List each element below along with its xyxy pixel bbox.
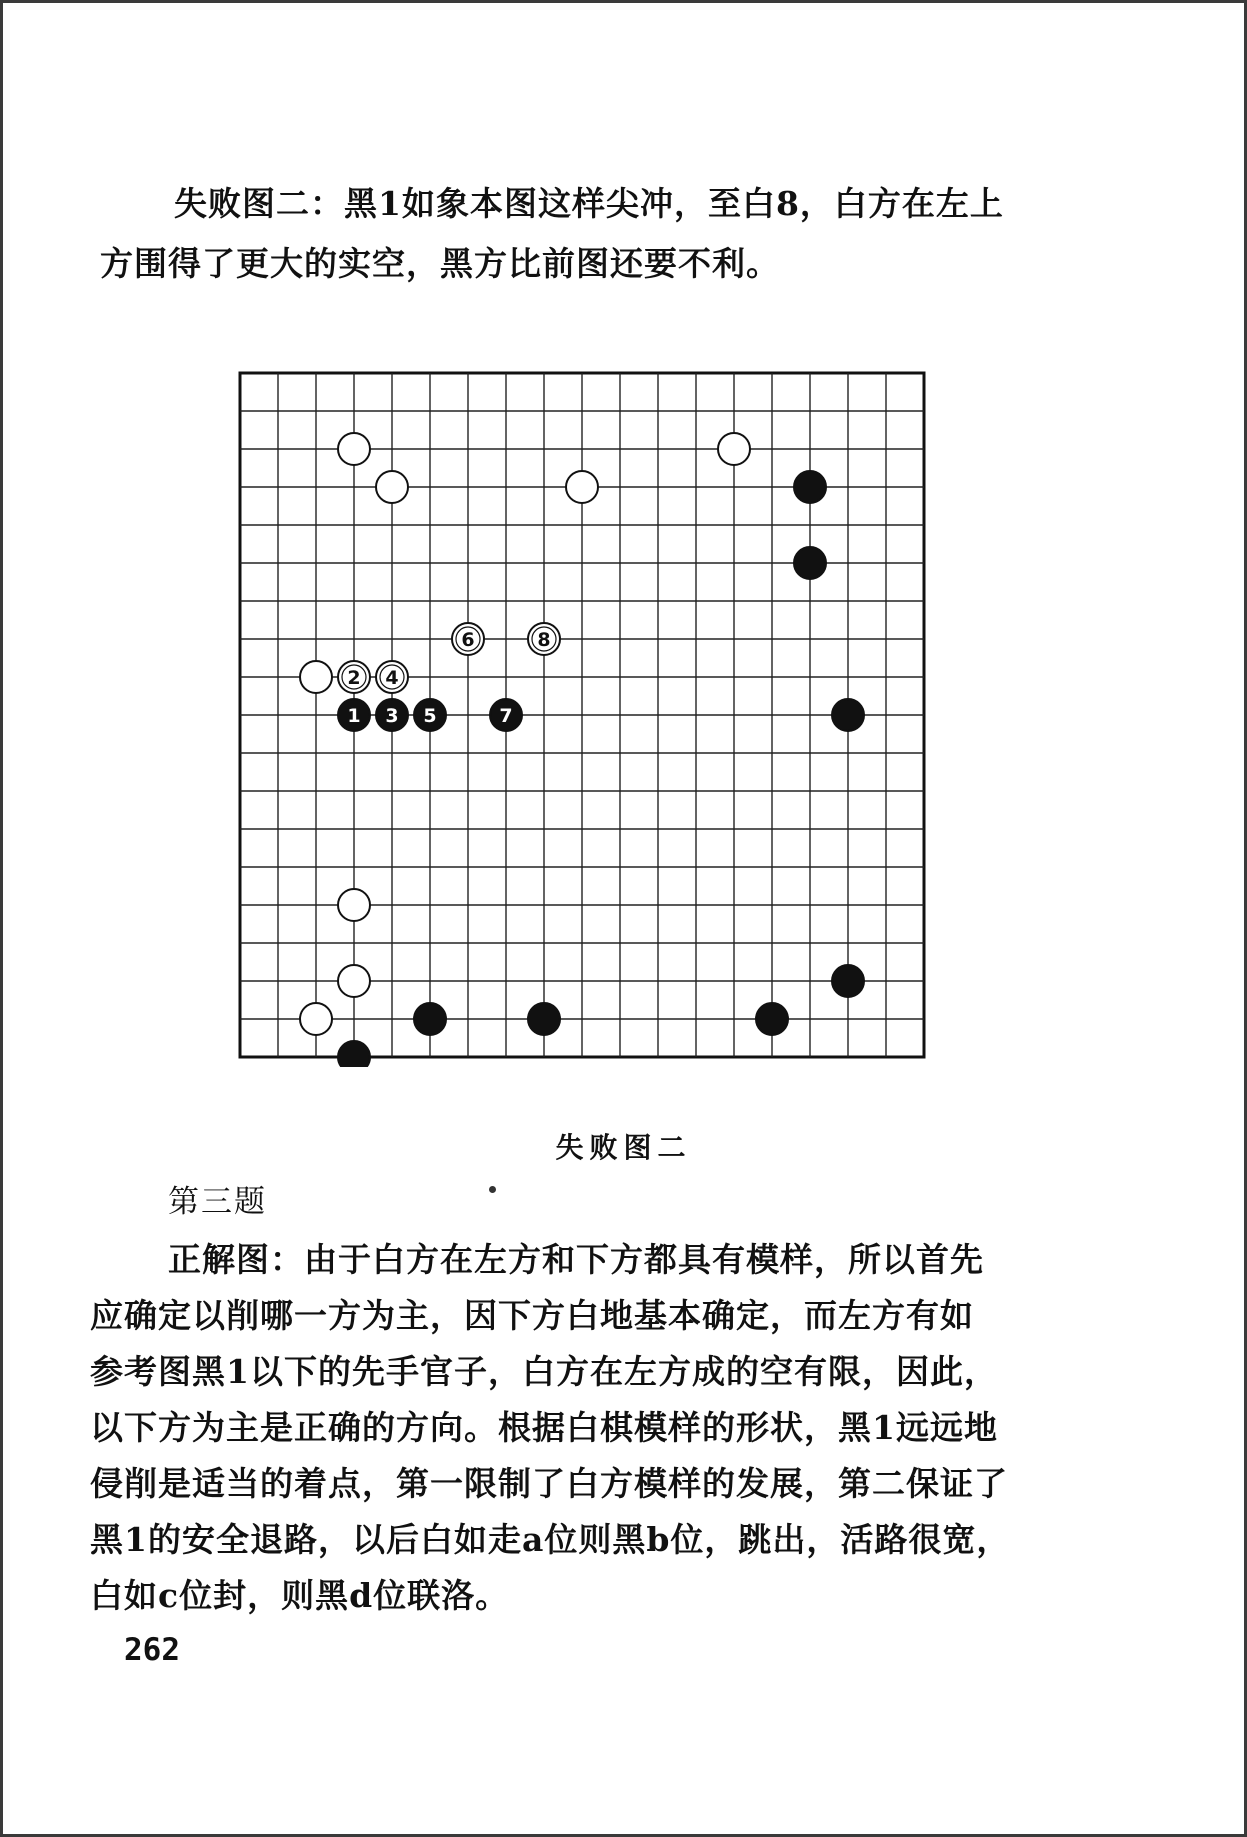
numbered-white-stone [528, 623, 560, 655]
body-line-3: 参考图黑1以下的先手官子，白方在左方成的空有限，因此， [90, 1352, 998, 1391]
black-stone [414, 1003, 446, 1035]
move-number: 6 [461, 629, 475, 651]
numbered-white-stone [452, 623, 484, 655]
intro-line-1: 失败图二：黑1如象本图这样尖冲，至白8，白方在左上 [174, 184, 1004, 223]
numbered-black-stone [490, 699, 522, 731]
body-line-6: 黑1的安全退路，以后白如走a位则黑b位，跳出，活路很宽， [90, 1520, 1011, 1559]
black-stone [528, 1003, 560, 1035]
black-stone [832, 699, 864, 731]
black-stone [756, 1003, 788, 1035]
body-line-2: 应确定以削哪一方为主，因下方白地基本确定，而左方有如 [90, 1296, 974, 1335]
white-stone [338, 889, 370, 921]
numbered-black-stone [338, 699, 370, 731]
black-stone [794, 471, 826, 503]
go-board-diagram [232, 365, 934, 1067]
move-number: 8 [537, 629, 551, 651]
diagram-caption: 失败图二 [555, 1131, 692, 1164]
numbered-black-stone [376, 699, 408, 731]
move-number: 1 [347, 705, 361, 727]
page-number: 262 [124, 1632, 180, 1668]
move-number: 3 [385, 705, 399, 727]
move-number: 7 [499, 705, 513, 727]
body-line-4: 以下方为主是正确的方向。根据白棋模样的形状，黑1远远地 [90, 1408, 998, 1447]
black-stone [794, 547, 826, 579]
intro-line-2: 方围得了更大的实空，黑方比前图还要不利。 [100, 244, 780, 283]
black-stone [832, 965, 864, 997]
numbered-white-stone [376, 661, 408, 693]
move-number: 5 [423, 705, 437, 727]
white-stone [338, 965, 370, 997]
ink-speck [489, 1186, 496, 1193]
white-stone [376, 471, 408, 503]
body-line-1: 正解图：由于白方在左方和下方都具有模样，所以首先 [168, 1240, 984, 1279]
numbered-white-stone [338, 661, 370, 693]
numbered-black-stone [414, 699, 446, 731]
white-stone [338, 433, 370, 465]
move-number: 4 [385, 667, 399, 689]
white-stone [718, 433, 750, 465]
white-stone [300, 1003, 332, 1035]
white-stone [566, 471, 598, 503]
body-line-7: 白如c位封，则黑d位联洛。 [90, 1576, 510, 1615]
move-number: 2 [347, 667, 361, 689]
white-stone [300, 661, 332, 693]
black-stone [338, 1041, 370, 1067]
body-line-5: 侵削是适当的着点，第一限制了白方模样的发展，第二保证了 [90, 1464, 1008, 1503]
section-title: 第三题 [168, 1184, 267, 1220]
